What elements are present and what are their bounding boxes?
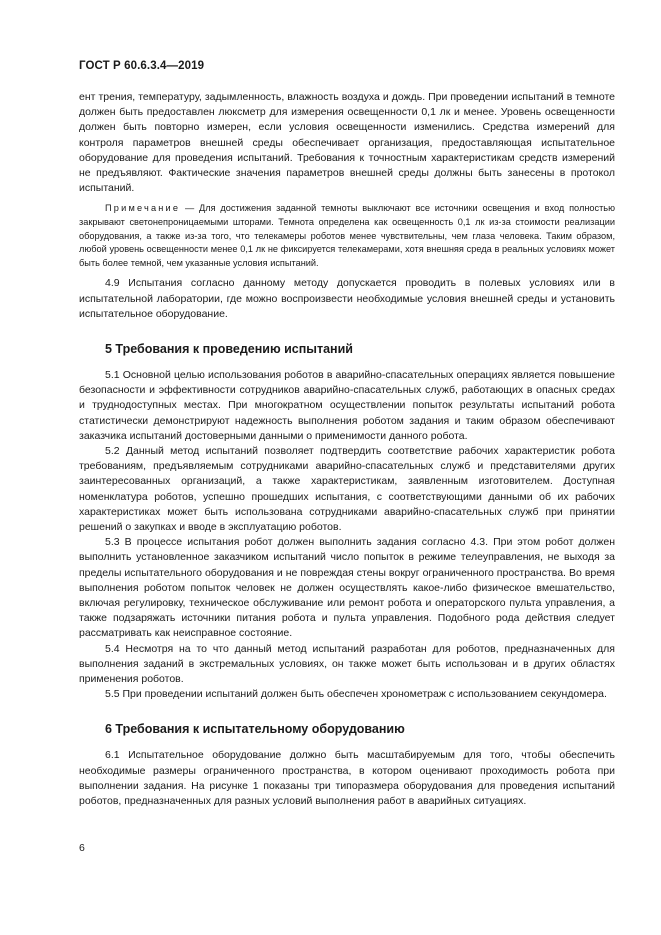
note-label: Примечание — [105, 203, 181, 214]
paragraph-6-1: 6.1 Испытательное оборудование должно быть масштабируемым для того, чтобы обеспечить необходимые размеры ограниченного пространства, в котором оценивают проходимость робота при выполнении задания. На рисунке 1 показаны три типоразмера оборудования для проведения испытаний роботов, предназначенных для разных условий выполнения работ в аварийных ситуациях. — [79, 749, 615, 808]
paragraph-intro: ент трения, температуру, задымленность, влажность воздуха и дождь. При проведении испытаний в темноте должен быть предоставлен люксметр для измерения освещенности 0,1 лк и менее. Уровень освещенности должен быть повторно измерен, если условия освещенности изменились. Средства измерений для контроля параметров внешней среды обеспечивает организация, предоставляющая испытательное оборудование для проведения испытаний. Требования к точностным характеристикам средств измерений не предъявляют. Фактические значения параметров внешней среды должны быть занесены в протокол испытаний. — [79, 91, 615, 195]
note-paragraph — [79, 202, 615, 270]
paragraph-5-3: 5.3 В процессе испытания робот должен выполнить задания согласно 4.3. При этом робот должен выполнить установленное заказчиком испытаний число попыток в режиме телеуправления, не выходя за пределы испытательного оборудования и не повреждая стены вокруг ограниченного пространства. Во время выполнения роботом попыток человек не должен осуществлять какое-либо физическое вмешательство, включая регулировку, техническое обслуживание или ремонт робота и операторского пульта управления, а также подзаряжать источники питания робота и пульта управления. Подобного рода действия следует рассматривать как неисправное состояние. — [79, 536, 615, 640]
note-text: — Для достижения заданной темноты выключают все источники освещения и вход полностью закрывают светонепроницаемыми шторами. Темнота определена как освещенность 0,1 лк из-за стоимости реализации оборудования, а также из-за того, что телекамеры роботов менее чувствительны, чем глаза человека. Таким образом, любой уровень освещенности менее 0,1 лк не фиксируется телекамерами, хотя внешняя среда в реальных условиях может быть более темной, чем указанные условия испытаний. — [79, 203, 615, 268]
section-6-title: 6 Требования к испытательному оборудованию — [105, 722, 405, 737]
paragraph-4-9: 4.9 Испытания согласно данному методу допускается проводить в полевых условиях или в испытательной лаборатории, где можно воспроизвести необходимые условия внешней среды и установить испытательное оборудование. — [79, 277, 615, 320]
page-number: 6 — [79, 842, 85, 854]
section-5-title: 5 Требования к проведению испытаний — [105, 342, 353, 356]
paragraph-5-5: 5.5 При проведении испытаний должен быть обеспечен хронометраж с использованием секундомера. — [105, 688, 607, 701]
paragraph-5-1: 5.1 Основной целью использования роботов в аварийно-спасательных операциях является повышение безопасности и эффективности сотрудников аварийно-спасательных служб, работающих в опасных средах и труднодоступных местах. При многократном осуществлении попыток результаты испытаний робота статистически демонстрируют надежность выполнения роботом задания и таким образом обеспечивают заказчика испытаний достоверными данными о применимости данного робота. — [79, 369, 615, 442]
page-content — [79, 90, 615, 809]
paragraph-5-2: 5.2 Данный метод испытаний позволяет подтвердить соответствие рабочих характеристик робота требованиям, предъявляемым сотрудниками аварийно-спасательных служб и представителями других заинтересованных организаций, а также характеристикам, заявленным изготовителем. Доступная номенклатура роботов, успешно прошедших испытания, с соответствующими данными об их рабочих характеристиках может быть использована сотрудниками аварийно-спасательных служб при принятии решений о закупках и вводе в эксплуатацию роботов. — [79, 445, 615, 534]
paragraph-5-4: 5.4 Несмотря на то что данный метод испытаний разработан для роботов, предназначенных для выполнения заданий в экстремальных условиях, он также может быть использован и в других областях применения роботов. — [79, 642, 615, 686]
standard-header: ГОСТ Р 60.6.3.4—2019 — [79, 60, 205, 72]
